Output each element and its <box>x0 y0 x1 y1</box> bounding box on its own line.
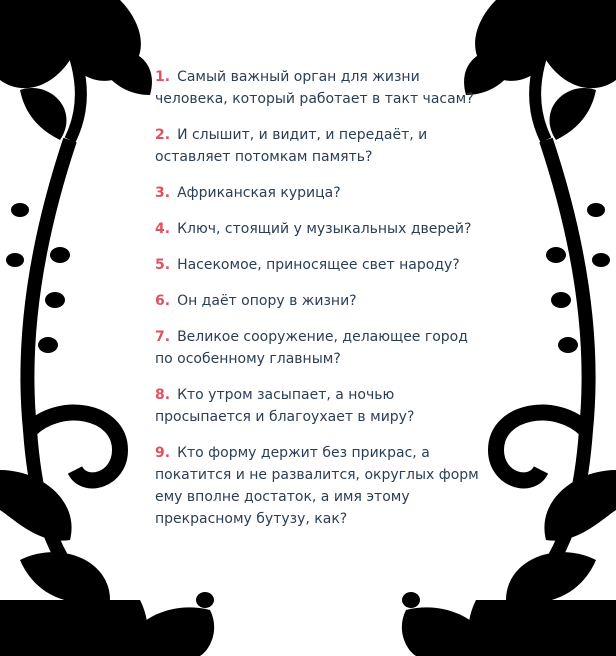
riddle-text: Насекомое, приносящее свет народу? <box>177 257 460 273</box>
riddle-text: Великое сооружение, делающее город по особенному главным? <box>155 329 468 367</box>
riddle-number: 4. <box>155 221 171 237</box>
riddle-number: 2. <box>155 127 171 143</box>
riddle-number: 7. <box>155 329 171 345</box>
riddle-number: 6. <box>155 293 171 309</box>
riddle-text: Кто утром засыпает, а ночью просыпается и благоухает в миру? <box>155 387 415 425</box>
riddle-item <box>155 254 485 276</box>
riddle-list <box>155 66 485 544</box>
riddle-item <box>155 182 485 204</box>
riddle-text: Самый важный орган для жизни человека, который работает в такт часам? <box>155 69 474 107</box>
riddle-text: Ключ, стоящий у музыкальных дверей? <box>177 221 472 237</box>
riddle-item <box>155 218 485 240</box>
bottom-left-scroll <box>30 413 120 481</box>
riddle-number: 8. <box>155 387 171 403</box>
riddle-item <box>155 326 485 370</box>
riddle-number: 1. <box>155 69 171 85</box>
riddle-item <box>155 442 485 530</box>
riddle-item <box>155 66 485 110</box>
riddle-number: 3. <box>155 185 171 201</box>
bottom-right-scroll <box>496 413 586 481</box>
riddle-text: Африканская курица? <box>177 185 341 201</box>
riddle-text: Он даёт опору в жизни? <box>177 293 357 309</box>
riddle-item <box>155 290 485 312</box>
riddle-number: 5. <box>155 257 171 273</box>
riddle-text: Кто форму держит без прикрас, а покатится и не развалится, округлых форм ему вполне достаток, а имя этому прекрасному бутузу, как? <box>155 445 479 527</box>
riddle-number: 9. <box>155 445 171 461</box>
riddle-text: И слышит, и видит, и передаёт, и оставляет потомкам память? <box>155 127 428 165</box>
riddle-item <box>155 124 485 168</box>
riddle-item <box>155 384 485 428</box>
